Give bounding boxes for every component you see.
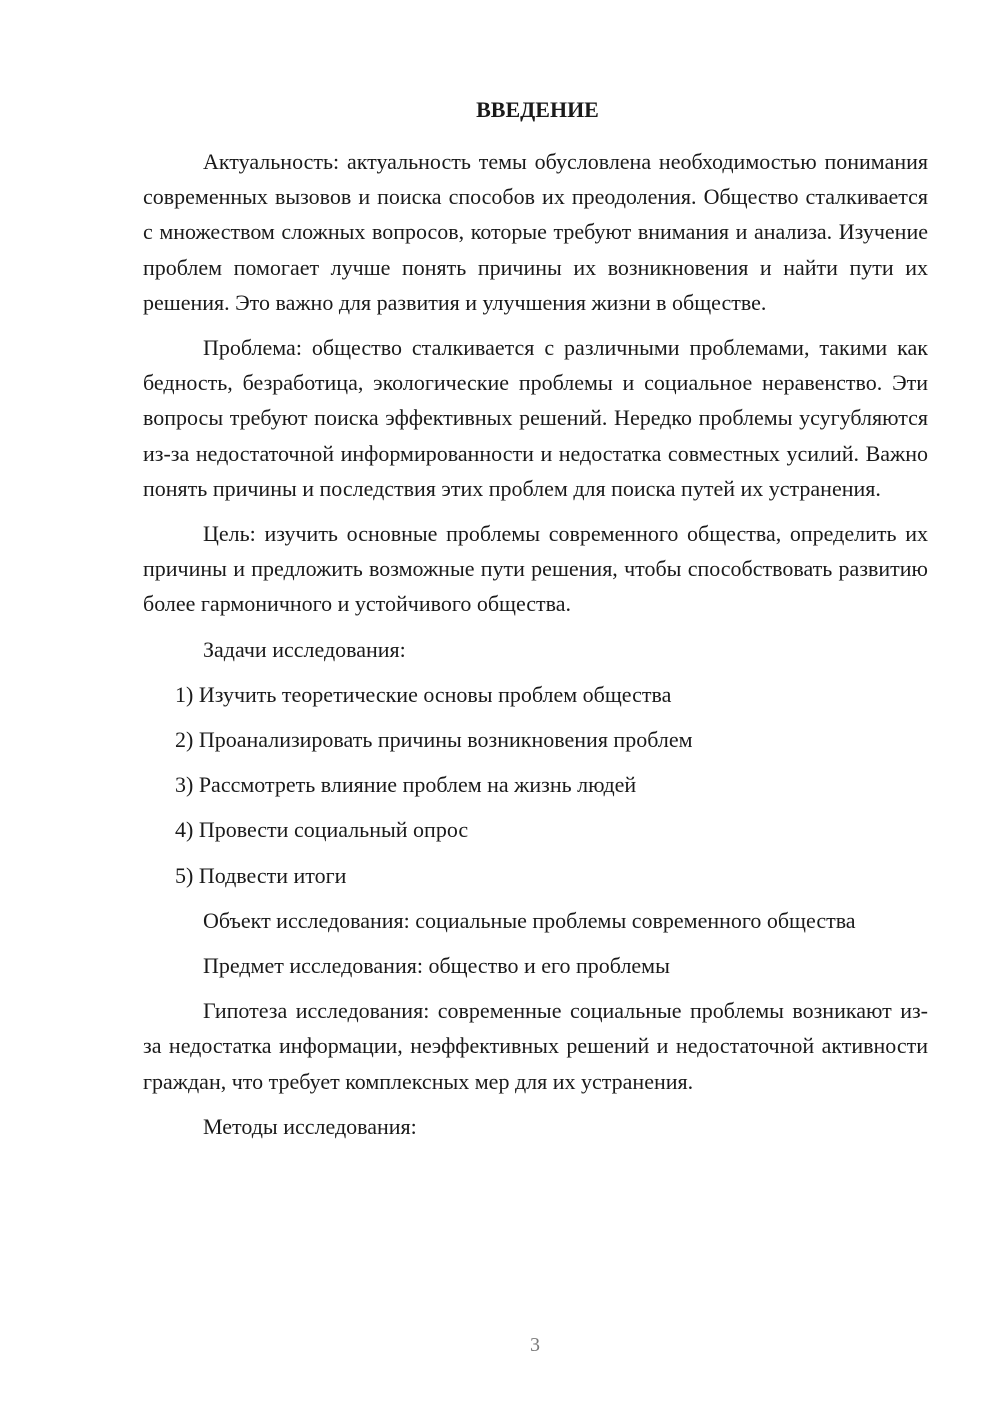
list-item: 3) Рассмотреть влияние проблем на жизнь людей <box>175 772 637 798</box>
paragraph-problem: Проблема: общество сталкивается с различными проблемами, такими как бедность, безработица, экологические проблемы и социальное неравенство. Эти вопросы требуют поиска эффективных решений. Нередко проблемы усугубляются из-за недостаточной информированности и недостатка совместных усилий. Важно понять причины и последствия этих проблем для поиска путей их устранения. <box>143 335 928 501</box>
page-number: 3 <box>530 1334 540 1356</box>
list-item: 5) Подвести итоги <box>175 862 347 888</box>
paragraph-object: Объект исследования: социальные проблемы современного общества <box>203 907 856 933</box>
document-page <box>143 95 928 1154</box>
paragraph-subject: Предмет исследования: общество и его проблемы <box>203 953 670 979</box>
tasks-list <box>143 677 928 893</box>
list-item: 4) Провести социальный опрос <box>175 817 469 843</box>
paragraph-hypothesis: Гипотеза исследования: современные социальные проблемы возникают из-за недостатка информации, неэффективных решений и недостаточной активности граждан, что требует комплексных мер для их устранения. <box>143 998 928 1094</box>
page-title: ВВЕДЕНИЕ <box>476 97 599 122</box>
tasks-heading: Задачи исследования: <box>203 636 406 662</box>
paragraph-relevance: Актуальность: актуальность темы обусловлена необходимостью понимания современных вызовов и поиска способов их преодоления. Общество сталкивается с множеством сложных вопросов, которые требуют внимания и анализа. Изучение проблем помогает лучше понять причины их возникновения и найти пути их решения. Это важно для развития и улучшения жизни в обществе. <box>143 149 928 315</box>
list-item: 1) Изучить теоретические основы проблем общества <box>175 681 672 707</box>
list-item: 2) Проанализировать причины возникновения проблем <box>175 727 693 753</box>
paragraph-goal: Цель: изучить основные проблемы современного общества, определить их причины и предложить возможные пути решения, чтобы способствовать развитию более гармоничного и устойчивого общества. <box>143 521 928 617</box>
methods-heading: Методы исследования: <box>203 1113 417 1139</box>
